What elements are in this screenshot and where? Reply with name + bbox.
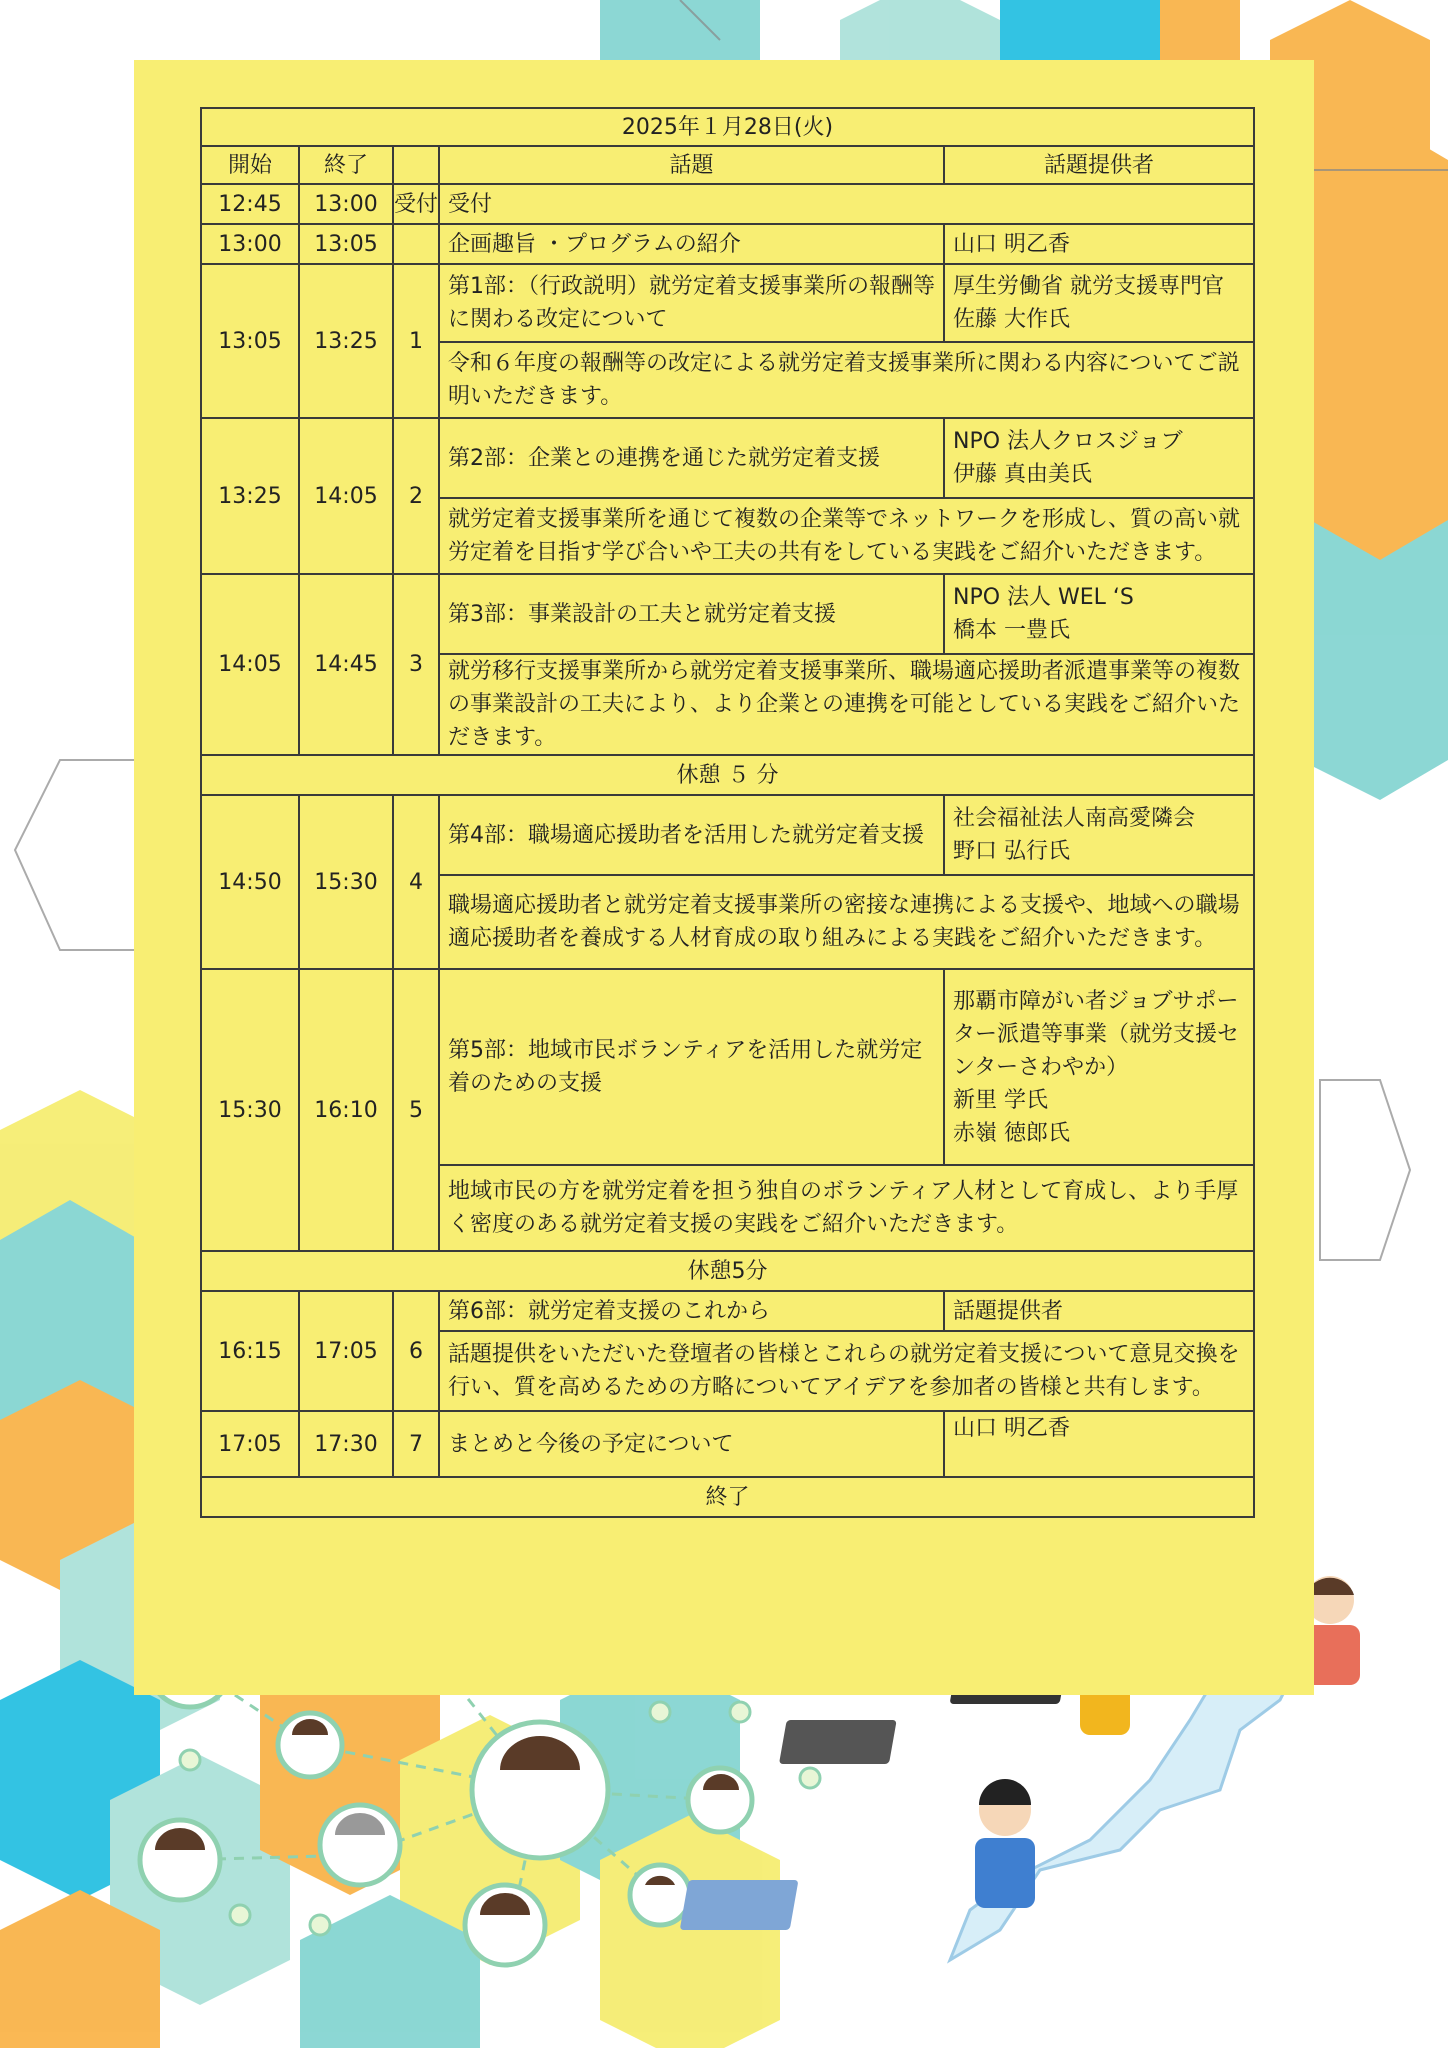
- intro-num: [393, 224, 439, 264]
- closing-presenter: 山口 明乙香: [944, 1411, 1254, 1477]
- session-4-presenter: [944, 795, 1254, 875]
- session-4-start: 14:50: [201, 795, 299, 969]
- header-start: 開始: [201, 146, 299, 184]
- intro-end: 13:05: [299, 224, 393, 264]
- header-end: 終了: [299, 146, 393, 184]
- intro-start: 13:00: [201, 224, 299, 264]
- session-6-desc: 話題提供をいただいた登壇者の皆様とこれらの就労定着支援について意見交換を行い、質を高めるための方略についてアイデアを参加者の皆様と共有します。: [439, 1331, 1254, 1411]
- closing-num: 7: [393, 1411, 439, 1477]
- session-2-presenter-line: 伊藤 真由美氏: [953, 462, 1092, 487]
- session-1-start: 13:05: [201, 264, 299, 418]
- session-3-num: 3: [393, 574, 439, 755]
- session-3-start: 14:05: [201, 574, 299, 755]
- reception-end: 13:00: [299, 184, 393, 224]
- session-5-presenter-line: 赤嶺 徳郎氏: [953, 1120, 1070, 1146]
- session-5-end: 16:10: [299, 969, 393, 1251]
- session-5-presenter-line: 那覇市障がい者ジョブサポーター派遣等事業（就労支援センターさわやか）: [953, 988, 1240, 1080]
- header-presenter: 話題提供者: [944, 146, 1254, 184]
- session-2-start: 13:25: [201, 418, 299, 574]
- session-2-desc: 就労定着支援事業所を通じて複数の企業等でネットワークを形成し、質の高い就労定着を目指す学び合いや工夫の共有をしている実践をご紹介いただきます。: [439, 498, 1254, 574]
- session-6-presenter: 話題提供者: [944, 1291, 1254, 1331]
- session-1-desc: 令和６年度の報酬等の改定による就労定着支援事業所に関わる内容についてご説明いただきます。: [439, 342, 1254, 418]
- session-4-num: 4: [393, 795, 439, 969]
- closing-end: 17:30: [299, 1411, 393, 1477]
- reception-topic: 受付: [439, 184, 1254, 224]
- header-num: [393, 146, 439, 184]
- session-2-num: 2: [393, 418, 439, 574]
- program-schedule-table: [200, 107, 1255, 1518]
- closing-topic: まとめと今後の予定について: [439, 1411, 944, 1477]
- reception-start: 12:45: [201, 184, 299, 224]
- intro-presenter: 山口 明乙香: [944, 224, 1254, 264]
- session-6-title: 第6部：就労定着支援のこれから: [439, 1291, 944, 1331]
- session-2-title: 第2部：企業との連携を通じた就労定着支援: [439, 418, 944, 498]
- session-2-presenter: [944, 418, 1254, 498]
- session-4-desc: 職場適応援助者と就労定着支援事業所の密接な連携による支援や、地域への職場適応援助者を養成する人材育成の取り組みによる実践をご紹介いただきます。: [439, 875, 1254, 969]
- session-1-presenter: [944, 264, 1254, 342]
- session-5-presenter: [944, 969, 1254, 1165]
- closing-start: 17:05: [201, 1411, 299, 1477]
- session-5-presenter-line: 新里 学氏: [953, 1087, 1048, 1113]
- session-4-title: 第4部：職場適応援助者を活用した就労定着支援: [439, 795, 944, 875]
- session-1-end: 13:25: [299, 264, 393, 418]
- break-2: 休憩5分: [201, 1251, 1254, 1291]
- end-label: 終了: [201, 1477, 1254, 1517]
- break-1: 休憩 ５ 分: [201, 755, 1254, 795]
- session-1-presenter-line: 厚生労働省 就労支援専門官: [953, 274, 1224, 299]
- session-2-end: 14:05: [299, 418, 393, 574]
- reception-num: 受付: [393, 184, 439, 224]
- session-3-title: 第3部：事業設計の工夫と就労定着支援: [439, 574, 944, 654]
- session-1-presenter-line: 佐藤 大作氏: [953, 307, 1070, 332]
- session-1-title: 第1部：（行政説明）就労定着支援事業所の報酬等に関わる改定について: [439, 264, 944, 342]
- session-4-end: 15:30: [299, 795, 393, 969]
- session-3-end: 14:45: [299, 574, 393, 755]
- session-1-num: 1: [393, 264, 439, 418]
- schedule-date: 2025年１月28日(火): [201, 108, 1254, 146]
- session-3-presenter: [944, 574, 1254, 654]
- session-3-desc: 就労移行支援事業所から就労定着支援事業所、職場適応援助者派遣事業等の複数の事業設計の工夫により、より企業との連携を可能としている実践をご紹介いただきます。: [439, 654, 1254, 755]
- session-4-presenter-line: 野口 弘行氏: [953, 839, 1070, 864]
- session-2-presenter-line: NPO 法人クロスジョブ: [953, 429, 1183, 454]
- session-5-desc: 地域市民の方を就労定着を担う独自のボランティア人材として育成し、より手厚く密度のある就労定着支援の実践をご紹介いただきます。: [439, 1165, 1254, 1251]
- session-3-presenter-line: 橋本 一豊氏: [953, 618, 1070, 643]
- session-6-num: 6: [393, 1291, 439, 1411]
- session-5-num: 5: [393, 969, 439, 1251]
- session-3-presenter-line: NPO 法人 WEL ‘S: [953, 585, 1134, 610]
- session-6-start: 16:15: [201, 1291, 299, 1411]
- session-5-title: 第5部：地域市民ボランティアを活用した就労定着のための支援: [439, 969, 944, 1165]
- session-4-presenter-line: 社会福祉法人南高愛隣会: [953, 806, 1196, 831]
- session-6-end: 17:05: [299, 1291, 393, 1411]
- intro-topic: 企画趣旨 ・プログラムの紹介: [439, 224, 944, 264]
- header-topic: 話題: [439, 146, 944, 184]
- session-5-start: 15:30: [201, 969, 299, 1251]
